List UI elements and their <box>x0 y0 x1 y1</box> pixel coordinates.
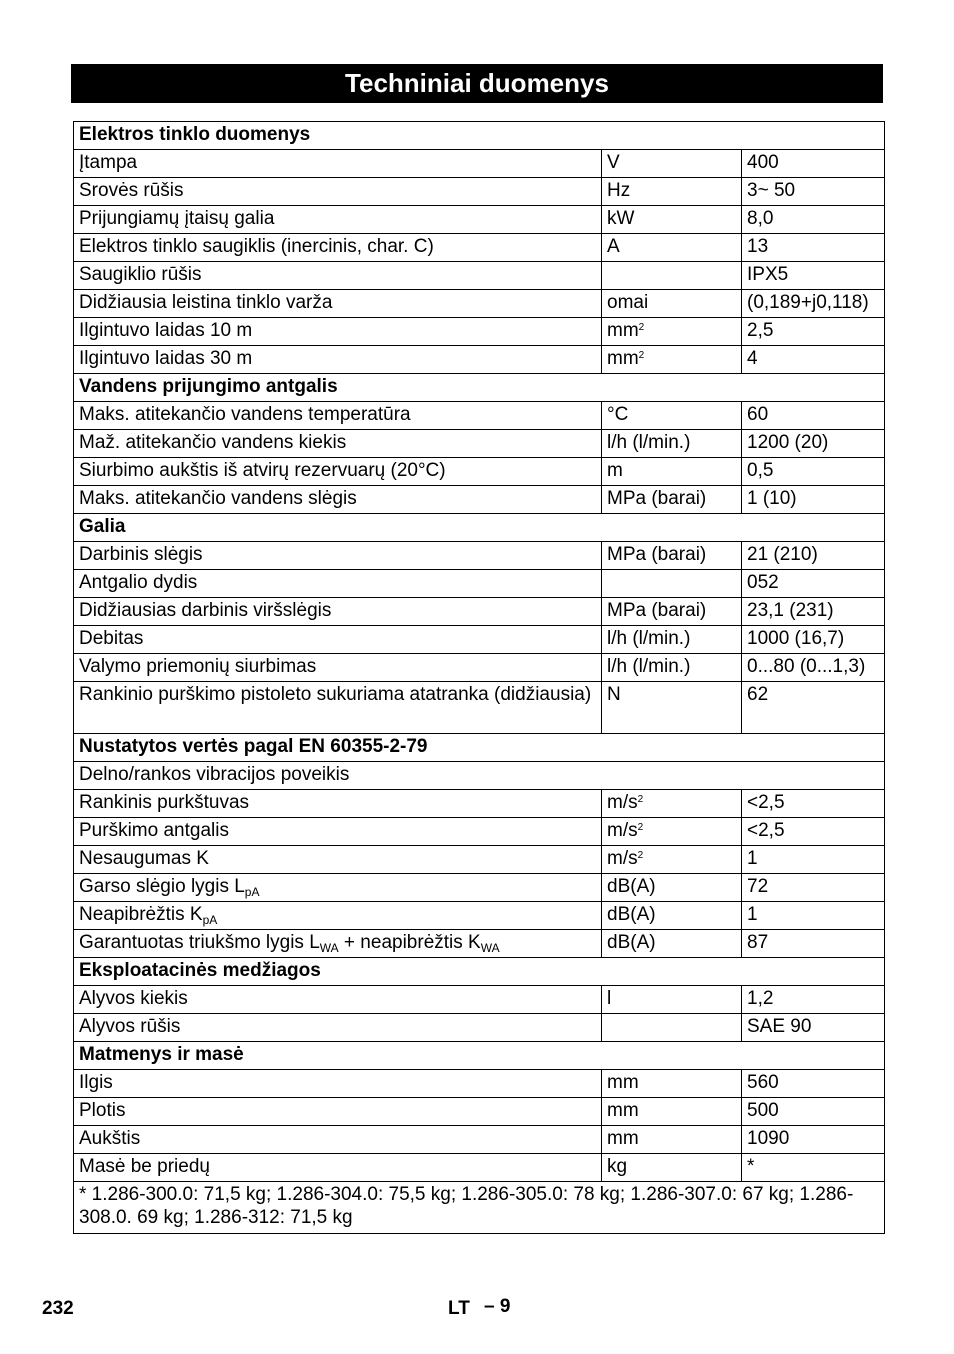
section-header-row <box>74 958 885 986</box>
row-label: Prijungiamų įtaisų galia <box>74 206 602 234</box>
row-value: 60 <box>742 402 885 430</box>
row-unit: l/h (l/min.) <box>602 626 742 654</box>
row-value: 052 <box>742 570 885 598</box>
table-row <box>74 178 885 206</box>
technical-data-table <box>73 121 885 1234</box>
table-row <box>74 570 885 598</box>
row-value: 4 <box>742 346 885 374</box>
table-row <box>74 1154 885 1182</box>
section-header-row <box>74 734 885 762</box>
label-text-continued: + neapibrėžtis K <box>338 932 481 953</box>
table-row <box>74 1098 885 1126</box>
row-value: * <box>742 1154 885 1182</box>
row-value: 1000 (16,7) <box>742 626 885 654</box>
row-value: 1 (10) <box>742 486 885 514</box>
table-row <box>74 874 885 902</box>
row-value: 21 (210) <box>742 542 885 570</box>
section-subheading: Delno/rankos vibracijos poveikis <box>74 762 885 790</box>
language-code: LT <box>448 1298 470 1319</box>
row-value: (0,189+j0,118) <box>742 290 885 318</box>
row-unit: l <box>602 986 742 1014</box>
row-value: 13 <box>742 234 885 262</box>
table-row <box>74 846 885 874</box>
unit-text: mm <box>607 348 639 369</box>
row-unit <box>602 262 742 290</box>
row-label <box>74 874 602 902</box>
footnote-row <box>74 1182 885 1234</box>
subheading-row <box>74 762 885 790</box>
row-value: 87 <box>742 930 885 958</box>
row-value: 400 <box>742 150 885 178</box>
section-heading: Galia <box>74 514 885 542</box>
footnote: * 1.286-300.0: 71,5 kg; 1.286-304.0: 75,5 kg; 1.286-305.0: 78 kg; 1.286-307.0: 67 kg; 1.286-308.0. 69 kg; 1.286-312: 71,5 kg <box>74 1182 885 1234</box>
row-label <box>74 930 602 958</box>
row-label: Aukštis <box>74 1126 602 1154</box>
table-row <box>74 262 885 290</box>
row-value: 1 <box>742 846 885 874</box>
row-unit: mm <box>602 1098 742 1126</box>
section-heading: Eksploatacinės medžiagos <box>74 958 885 986</box>
row-label: Didžiausias darbinis viršslėgis <box>74 598 602 626</box>
row-value: 560 <box>742 1070 885 1098</box>
row-unit: V <box>602 150 742 178</box>
table-row <box>74 930 885 958</box>
row-unit: mm <box>602 1126 742 1154</box>
row-label: Ilgintuvo laidas 30 m <box>74 346 602 374</box>
row-value: <2,5 <box>742 790 885 818</box>
row-value: 0,5 <box>742 458 885 486</box>
row-label: Ilgis <box>74 1070 602 1098</box>
row-value: <2,5 <box>742 818 885 846</box>
row-label: Antgalio dydis <box>74 570 602 598</box>
unit-superscript: 2 <box>638 350 645 361</box>
row-value: 1 <box>742 902 885 930</box>
row-label: Plotis <box>74 1098 602 1126</box>
table-row <box>74 626 885 654</box>
label-text: Neapibrėžtis K <box>79 904 203 925</box>
unit-superscript: 2 <box>637 850 644 861</box>
row-unit: MPa (barai) <box>602 598 742 626</box>
row-unit: l/h (l/min.) <box>602 654 742 682</box>
table-row <box>74 654 885 682</box>
label-subscript: pA <box>244 885 260 899</box>
row-unit: dB(A) <box>602 930 742 958</box>
row-value: 0...80 (0...1,3) <box>742 654 885 682</box>
table-row <box>74 1014 885 1042</box>
row-value: 72 <box>742 874 885 902</box>
table-row <box>74 1126 885 1154</box>
label-subscript: WA <box>319 941 339 955</box>
row-unit: Hz <box>602 178 742 206</box>
table-row <box>74 290 885 318</box>
unit-text: m/s <box>607 792 638 813</box>
table-row <box>74 150 885 178</box>
row-unit: omai <box>602 290 742 318</box>
row-value: 1200 (20) <box>742 430 885 458</box>
table-row <box>74 790 885 818</box>
table-row <box>74 818 885 846</box>
row-unit <box>602 790 742 818</box>
row-unit: dB(A) <box>602 874 742 902</box>
table-row <box>74 902 885 930</box>
row-label: Rankinis purkštuvas <box>74 790 602 818</box>
table-row <box>74 486 885 514</box>
row-label: Darbinis slėgis <box>74 542 602 570</box>
row-label: Įtampa <box>74 150 602 178</box>
section-page-index: – 9 <box>484 1296 511 1317</box>
row-unit <box>602 846 742 874</box>
row-value: 23,1 (231) <box>742 598 885 626</box>
row-label: Didžiausia leistina tinklo varža <box>74 290 602 318</box>
row-label: Maks. atitekančio vandens temperatūra <box>74 402 602 430</box>
row-unit: °C <box>602 402 742 430</box>
row-label: Alyvos rūšis <box>74 1014 602 1042</box>
row-unit: kW <box>602 206 742 234</box>
table-row <box>74 430 885 458</box>
row-value: 1090 <box>742 1126 885 1154</box>
section-header-row <box>74 122 885 150</box>
label-subscript: pA <box>202 913 218 927</box>
row-unit <box>602 1014 742 1042</box>
row-unit <box>602 570 742 598</box>
row-label <box>74 902 602 930</box>
row-label: Masė be priedų <box>74 1154 602 1182</box>
label-text: Garantuotas triukšmo lygis L <box>79 932 320 953</box>
row-value: 62 <box>742 682 885 734</box>
row-unit <box>602 346 742 374</box>
table-row <box>74 402 885 430</box>
table-row <box>74 458 885 486</box>
row-label: Srovės rūšis <box>74 178 602 206</box>
row-unit: l/h (l/min.) <box>602 430 742 458</box>
table-row <box>74 206 885 234</box>
row-value: 8,0 <box>742 206 885 234</box>
label-text: Garso slėgio lygis L <box>79 876 245 897</box>
table-row <box>74 234 885 262</box>
section-header-row <box>74 1042 885 1070</box>
row-label: Rankinio purškimo pistoleto sukuriama atatranka (didžiausia) <box>74 682 602 734</box>
section-heading: Nustatytos vertės pagal EN 60355-2-79 <box>74 734 885 762</box>
row-label: Purškimo antgalis <box>74 818 602 846</box>
row-label: Valymo priemonių siurbimas <box>74 654 602 682</box>
unit-text: mm <box>607 320 639 341</box>
row-label: Maks. atitekančio vandens slėgis <box>74 486 602 514</box>
section-header-row <box>74 374 885 402</box>
unit-text: m/s <box>607 820 638 841</box>
table-row <box>74 986 885 1014</box>
row-value: 3~ 50 <box>742 178 885 206</box>
table-row <box>74 346 885 374</box>
row-value: IPX5 <box>742 262 885 290</box>
row-value: 500 <box>742 1098 885 1126</box>
row-label: Debitas <box>74 626 602 654</box>
table-row <box>74 1070 885 1098</box>
row-label: Ilgintuvo laidas 10 m <box>74 318 602 346</box>
row-unit: A <box>602 234 742 262</box>
row-label: Saugiklio rūšis <box>74 262 602 290</box>
page-title: Techniniai duomenys <box>71 64 883 103</box>
section-heading: Elektros tinklo duomenys <box>74 122 885 150</box>
section-heading: Vandens prijungimo antgalis <box>74 374 885 402</box>
table-row <box>74 598 885 626</box>
unit-superscript: 2 <box>637 794 644 805</box>
section-header-row <box>74 514 885 542</box>
unit-superscript: 2 <box>637 822 644 833</box>
table-row <box>74 682 885 734</box>
page-number: 232 <box>42 1298 74 1319</box>
row-label: Nesaugumas K <box>74 846 602 874</box>
label-subscript: WA <box>480 941 500 955</box>
unit-superscript: 2 <box>638 322 645 333</box>
row-label: Alyvos kiekis <box>74 986 602 1014</box>
row-label: Maž. atitekančio vandens kiekis <box>74 430 602 458</box>
unit-text: m/s <box>607 848 638 869</box>
table-row <box>74 318 885 346</box>
row-unit: MPa (barai) <box>602 542 742 570</box>
row-label: Siurbimo aukštis iš atvirų rezervuarų (20°C) <box>74 458 602 486</box>
row-unit: MPa (barai) <box>602 486 742 514</box>
row-unit <box>602 818 742 846</box>
row-unit: mm <box>602 1070 742 1098</box>
table-row <box>74 542 885 570</box>
row-unit: m <box>602 458 742 486</box>
row-value: 2,5 <box>742 318 885 346</box>
row-value: SAE 90 <box>742 1014 885 1042</box>
row-value: 1,2 <box>742 986 885 1014</box>
section-heading: Matmenys ir masė <box>74 1042 885 1070</box>
row-unit <box>602 318 742 346</box>
row-label: Elektros tinklo saugiklis (inercinis, char. C) <box>74 234 602 262</box>
row-unit: kg <box>602 1154 742 1182</box>
row-unit: N <box>602 682 742 734</box>
row-unit: dB(A) <box>602 902 742 930</box>
